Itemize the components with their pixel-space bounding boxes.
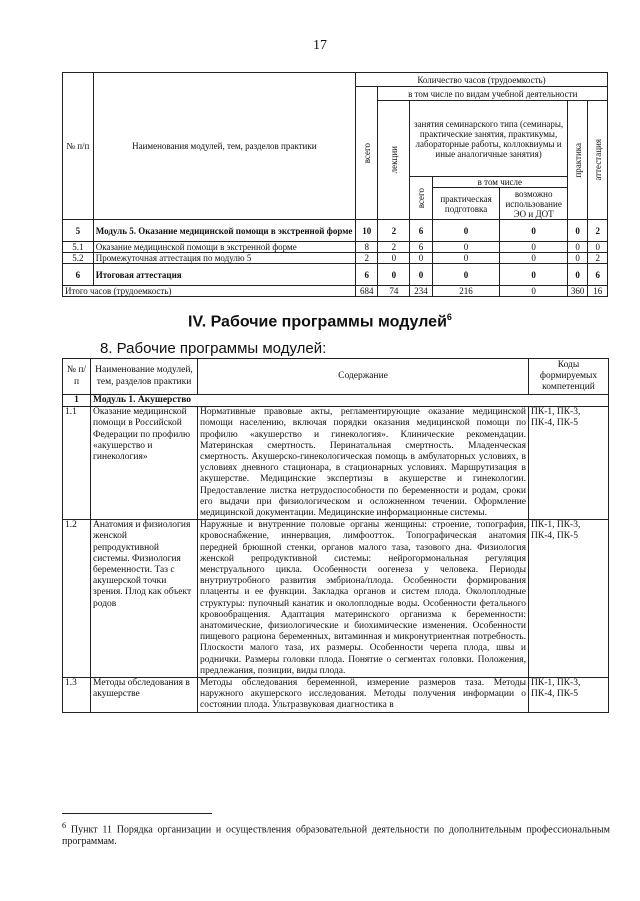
header-quantity: Количество часов (трудоемкость) — [355, 73, 607, 87]
header-attestation: аттестация — [588, 101, 608, 220]
header-num: № п/п — [63, 73, 94, 220]
footnote-ref: 6 — [446, 312, 452, 322]
program-num: 1.2 — [63, 520, 91, 678]
grand-total-attestation: 16 — [588, 286, 608, 297]
hours-row — [63, 242, 608, 253]
header-eo-dot: возможно использование ЭО и ДОТ — [500, 188, 568, 220]
program-content: Нормативные правовые акты, регламентирующие оказание медицинской помощи населению, включая порядки оказания медицинской помощи по профилю «акушерство и гинекология». Клинические рекомендации. Материнская смертность. Перинатальная смертность. Младенческая смертность. Акушерско-гинекологическая помощь в амбулаторных условиях, в условиях дневного стационара, в стационарных условиях. Маршрутизация в акушерстве. Медицинские экспертизы в акушерстве и гинекологии. Предоставление листка нетрудоспособности по беременности и родам, сроки его выдачи при физиологическом и осложненном течении. Оформление медицинской документации. Медицинские информационные системы. — [198, 407, 529, 520]
row-eo: 0 — [500, 264, 568, 286]
row-num: 5 — [63, 220, 94, 242]
program-row — [63, 407, 609, 520]
header-practice: практика — [567, 101, 587, 220]
grand-total-practical: 216 — [432, 286, 500, 297]
row-seminar: 6 — [410, 242, 433, 253]
row-eo: 0 — [500, 242, 568, 253]
row-practice: 0 — [567, 253, 587, 264]
grand-total-seminar: 234 — [410, 286, 433, 297]
row-lectures: 0 — [378, 264, 410, 286]
programs-table — [62, 358, 609, 713]
header-total: всего — [355, 87, 378, 220]
grand-total-practice: 360 — [567, 286, 587, 297]
header-name: Наименования модулей, тем, разделов практики — [93, 73, 355, 220]
row-attestation: 2 — [588, 220, 608, 242]
program-row — [63, 520, 609, 678]
row-practical: 0 — [432, 253, 500, 264]
program-row — [63, 678, 609, 713]
row-name: Промежуточная аттестация по модулю 5 — [93, 253, 355, 264]
page-number: 17 — [313, 38, 327, 53]
row-practice: 0 — [567, 220, 587, 242]
programs-header-content: Содержание — [198, 359, 529, 395]
hours-row — [63, 264, 608, 286]
program-codes: ПК-1, ПК-3, ПК-4, ПК-5 — [529, 407, 609, 520]
row-num: 5.2 — [63, 253, 94, 264]
module-title: Модуль 1. Акушерство — [91, 395, 609, 407]
program-content: Методы обследования беременной, измерение размеров таза. Методы наружного акушерского исследования. Методы получения информации о состоянии плода. Ультразвуковая диагностика в — [198, 678, 529, 713]
row-name: Оказание медицинской помощи в экстренной форме — [93, 242, 355, 253]
header-seminar: занятия семинарского типа (семинары, практические занятия, практикумы, лабораторные работы, коллоквиумы и иные аналогичные занятия) — [410, 101, 568, 177]
header-by-type: в том числе по видам учебной деятельности — [378, 87, 608, 101]
row-seminar: 6 — [410, 220, 433, 242]
row-practical: 0 — [432, 264, 500, 286]
row-practical: 0 — [432, 220, 500, 242]
header-practical-prep: практическая подготовка — [432, 188, 500, 220]
hours-row — [63, 253, 608, 264]
module-row — [63, 395, 609, 407]
section-title: IV. Рабочие программы модулей$^6$ — [188, 312, 452, 331]
header-lectures: лекции — [378, 101, 410, 220]
row-practice: 0 — [567, 264, 587, 286]
program-num: 1.1 — [63, 407, 91, 520]
row-attestation: 6 — [588, 264, 608, 286]
programs-header-name: Наименование модулей, тем, разделов практики — [91, 359, 198, 395]
row-name: Модуль 5. Оказание медицинской помощи в экстренной форме — [93, 220, 355, 242]
grand-total-label: Итого часов (трудоемкость) — [63, 286, 356, 297]
program-name: Оказание медицинской помощи в Российской Федерации по профилю «акушерство и гинекология» — [91, 407, 198, 520]
row-lectures: 2 — [378, 242, 410, 253]
program-num: 1.3 — [63, 678, 91, 713]
row-seminar: 0 — [410, 264, 433, 286]
footnote-text: Пункт 11 Порядка организации и осуществления образовательной деятельности по дополнительным профессиональным программам. — [62, 824, 610, 848]
row-eo: 0 — [500, 253, 568, 264]
row-lectures: 0 — [378, 253, 410, 264]
header-sem-total: всего — [410, 177, 433, 220]
hours-row — [63, 220, 608, 242]
row-name: Итоговая аттестация — [93, 264, 355, 286]
grand-total-row — [63, 286, 608, 297]
row-total: 10 — [355, 220, 378, 242]
footnote-mark: 6 — [62, 821, 67, 830]
module-num: 1 — [63, 395, 91, 407]
row-num: 6 — [63, 264, 94, 286]
row-total: 2 — [355, 253, 378, 264]
header-including: в том числе — [432, 177, 567, 188]
program-content: Наружные и внутренние половые органы женщины: строение, топография, кровоснабжение, иннервация, лимфоотток. Топографическая анатомия передней брюшной стенки, органов малого таза, тазового дна. Физиология женской репродуктивной системы: нейрогормональная регуляция менструального цикла. Особенности оогенеза у человека. Периоды внутриутробного развития эмбриона/плода. Особенности формирования плаценты и ее функции. Закладка органов и систем плода. Околоплодные структуры: пупочный канатик и околоплодные воды. Особенности фетального кровообращения. Адаптация материнского организма к беременности: анатомические, физиологические и биохимические изменения. Особенности пищевого рациона беременных, витаминная и микронутриентная потребность. Плоскости малого таза, их размеры. Особенности черепа плода, швы и роднички. Размеры головки плода. Понятие о сегментах головки. Положения, предлежания, позиции, виды плода. — [198, 520, 529, 678]
footnote-separator — [62, 813, 212, 814]
row-lectures: 2 — [378, 220, 410, 242]
row-num: 5.1 — [63, 242, 94, 253]
grand-total-value: 684 — [355, 286, 378, 297]
row-attestation: 0 — [588, 242, 608, 253]
grand-total-lectures: 74 — [378, 286, 410, 297]
program-codes: ПК-1, ПК-3, ПК-4, ПК-5 — [529, 520, 609, 678]
row-practical: 0 — [432, 242, 500, 253]
row-practice: 0 — [567, 242, 587, 253]
program-name: Методы обследования в акушерстве — [91, 678, 198, 713]
row-total: 8 — [355, 242, 378, 253]
hours-table — [62, 72, 608, 297]
row-eo: 0 — [500, 220, 568, 242]
subsection-title: 8. Рабочие программы модулей: — [100, 340, 327, 357]
program-codes: ПК-1, ПК-3, ПК-4, ПК-5 — [529, 678, 609, 713]
row-attestation: 2 — [588, 253, 608, 264]
footnote — [62, 820, 610, 848]
grand-total-eo: 0 — [500, 286, 568, 297]
programs-header-codes: Коды формируемых компетенций — [529, 359, 609, 395]
programs-header-num: № п/п — [63, 359, 91, 395]
program-name: Анатомия и физиология женской репродуктивной системы. Физиология беременности. Таз с акушерской точки зрения. Плод как объект родов — [91, 520, 198, 678]
row-total: 6 — [355, 264, 378, 286]
row-seminar: 0 — [410, 253, 433, 264]
